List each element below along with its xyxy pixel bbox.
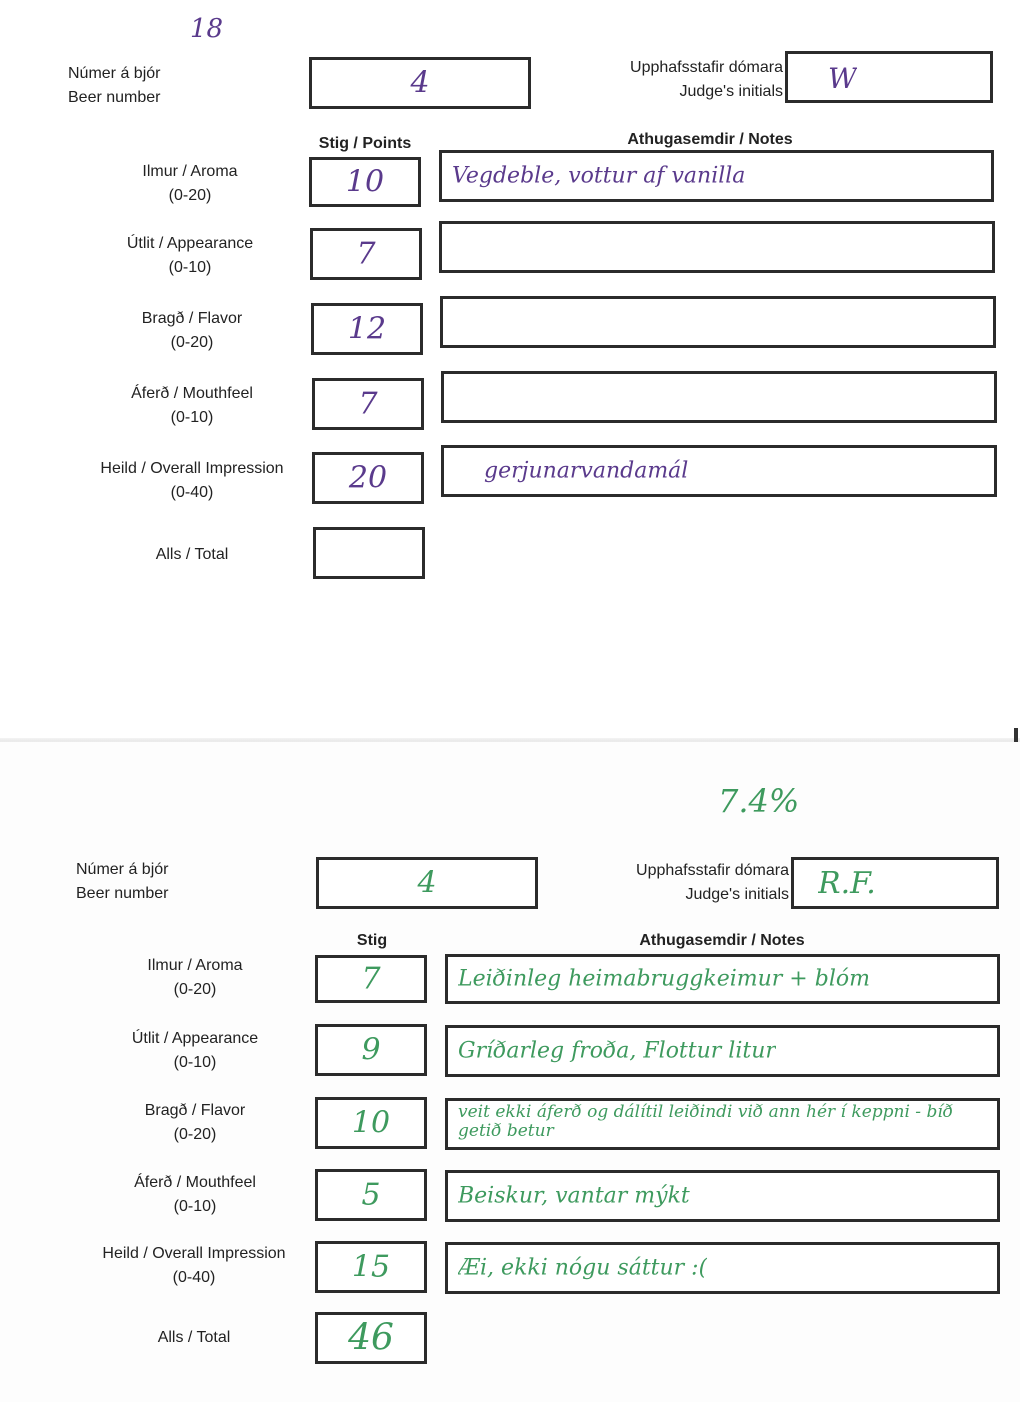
beer-number-value: 4: [417, 865, 437, 901]
total-label: Alls / Total: [157, 1329, 231, 1346]
overall-notes: Æi, ekki nógu sáttur :(: [458, 1255, 708, 1281]
aroma-notes-box[interactable]: [439, 150, 994, 202]
overall-points-box[interactable]: [315, 1241, 427, 1293]
overall-notes: gerjunarvandamál: [484, 458, 689, 484]
judge-initials-box[interactable]: [791, 857, 999, 909]
appearance-notes-box[interactable]: [445, 1025, 1000, 1077]
aroma-notes: Leiðinleg heimabruggkeimur + blóm: [458, 966, 870, 992]
judge-initials-value: W: [828, 62, 857, 95]
judge-initials-label: Upphafsstafir dómara Judge's initials: [636, 862, 789, 903]
flavor-label: Bragð / Flavor (0-20): [144, 1102, 246, 1143]
mouthfeel-label: Áferð / Mouthfeel (0-10): [134, 1174, 256, 1215]
mouthfeel-points-box[interactable]: [312, 378, 424, 430]
notes-header: Athugasemdir / Notes: [627, 131, 793, 148]
overall-points-box[interactable]: [312, 452, 424, 504]
mouthfeel-notes-box[interactable]: [445, 1170, 1000, 1222]
beer-number-box[interactable]: [316, 857, 538, 909]
notes-header: Athugasemdir / Notes: [639, 932, 805, 949]
beer-number-box[interactable]: [309, 57, 531, 109]
overall-points: 20: [348, 460, 388, 496]
flavor-points: 12: [347, 311, 387, 347]
appearance-notes: Gríðarleg froða, Flottur litur: [458, 1038, 776, 1064]
flavor-notes: veit ekki áferð og dálítil leiðindi við ann hér í keppni - bíð getið betur: [458, 1103, 954, 1141]
points-header: Stig: [356, 932, 388, 949]
beer-number-label: Númer á bjór Beer number: [76, 861, 169, 902]
score-sheet-2: [0, 742, 1020, 1402]
beer-number-label: Númer á bjór Beer number: [68, 65, 161, 106]
appearance-label: Útlit / Appearance (0-10): [131, 1030, 259, 1071]
aroma-points-box[interactable]: [309, 157, 421, 207]
flavor-notes-box[interactable]: [440, 296, 996, 348]
judge-initials-value: R.F.: [818, 866, 876, 901]
total-points-box[interactable]: [313, 527, 425, 579]
aroma-label: Ilmur / Aroma (0-20): [147, 957, 243, 998]
overall-notes-box[interactable]: [441, 445, 997, 497]
appearance-notes-box[interactable]: [439, 221, 995, 273]
beer-number-value: 4: [410, 65, 430, 101]
judge-initials-label: Upphafsstafir dómara Judge's initials: [630, 59, 783, 100]
mouthfeel-notes-box[interactable]: [441, 371, 997, 423]
flavor-points-box[interactable]: [311, 303, 423, 355]
aroma-notes-box[interactable]: [445, 954, 1000, 1004]
points-header: Stig / Points: [318, 135, 412, 152]
mouthfeel-label: Áferð / Mouthfeel (0-10): [131, 385, 253, 426]
judge-initials-box[interactable]: [785, 51, 993, 103]
total-points: 46: [348, 1317, 394, 1359]
aroma-points: 10: [345, 164, 385, 200]
overall-label: Heild / Overall Impression (0-40): [102, 1245, 286, 1286]
mouthfeel-points: 5: [361, 1177, 381, 1213]
appearance-points-box[interactable]: [315, 1024, 427, 1076]
appearance-points: 9: [361, 1032, 381, 1068]
abv-note: 7.4%: [718, 782, 800, 820]
flavor-notes-box[interactable]: [445, 1098, 1000, 1150]
flavor-points-box[interactable]: [315, 1097, 427, 1149]
corner-note: 18: [190, 14, 224, 44]
edge-mark: [1014, 728, 1018, 742]
mouthfeel-points-box[interactable]: [315, 1169, 427, 1221]
total-label: Alls / Total: [155, 546, 229, 563]
aroma-label: Ilmur / Aroma (0-20): [142, 163, 238, 204]
flavor-points: 10: [351, 1105, 391, 1141]
aroma-points-box[interactable]: [315, 955, 427, 1003]
overall-label: Heild / Overall Impression (0-40): [100, 460, 284, 501]
appearance-points: 7: [356, 236, 376, 272]
mouthfeel-notes: Beiskur, vantar mýkt: [458, 1183, 690, 1209]
overall-points: 15: [351, 1249, 391, 1285]
flavor-label: Bragð / Flavor (0-20): [141, 310, 243, 351]
mouthfeel-points: 7: [358, 386, 378, 422]
total-points-box[interactable]: [315, 1312, 427, 1364]
aroma-points: 7: [361, 961, 381, 997]
overall-notes-box[interactable]: [445, 1242, 1000, 1294]
appearance-points-box[interactable]: [310, 228, 422, 280]
aroma-notes: Vegdeble, vottur af vanilla: [452, 163, 746, 189]
appearance-label: Útlit / Appearance (0-10): [126, 235, 254, 276]
